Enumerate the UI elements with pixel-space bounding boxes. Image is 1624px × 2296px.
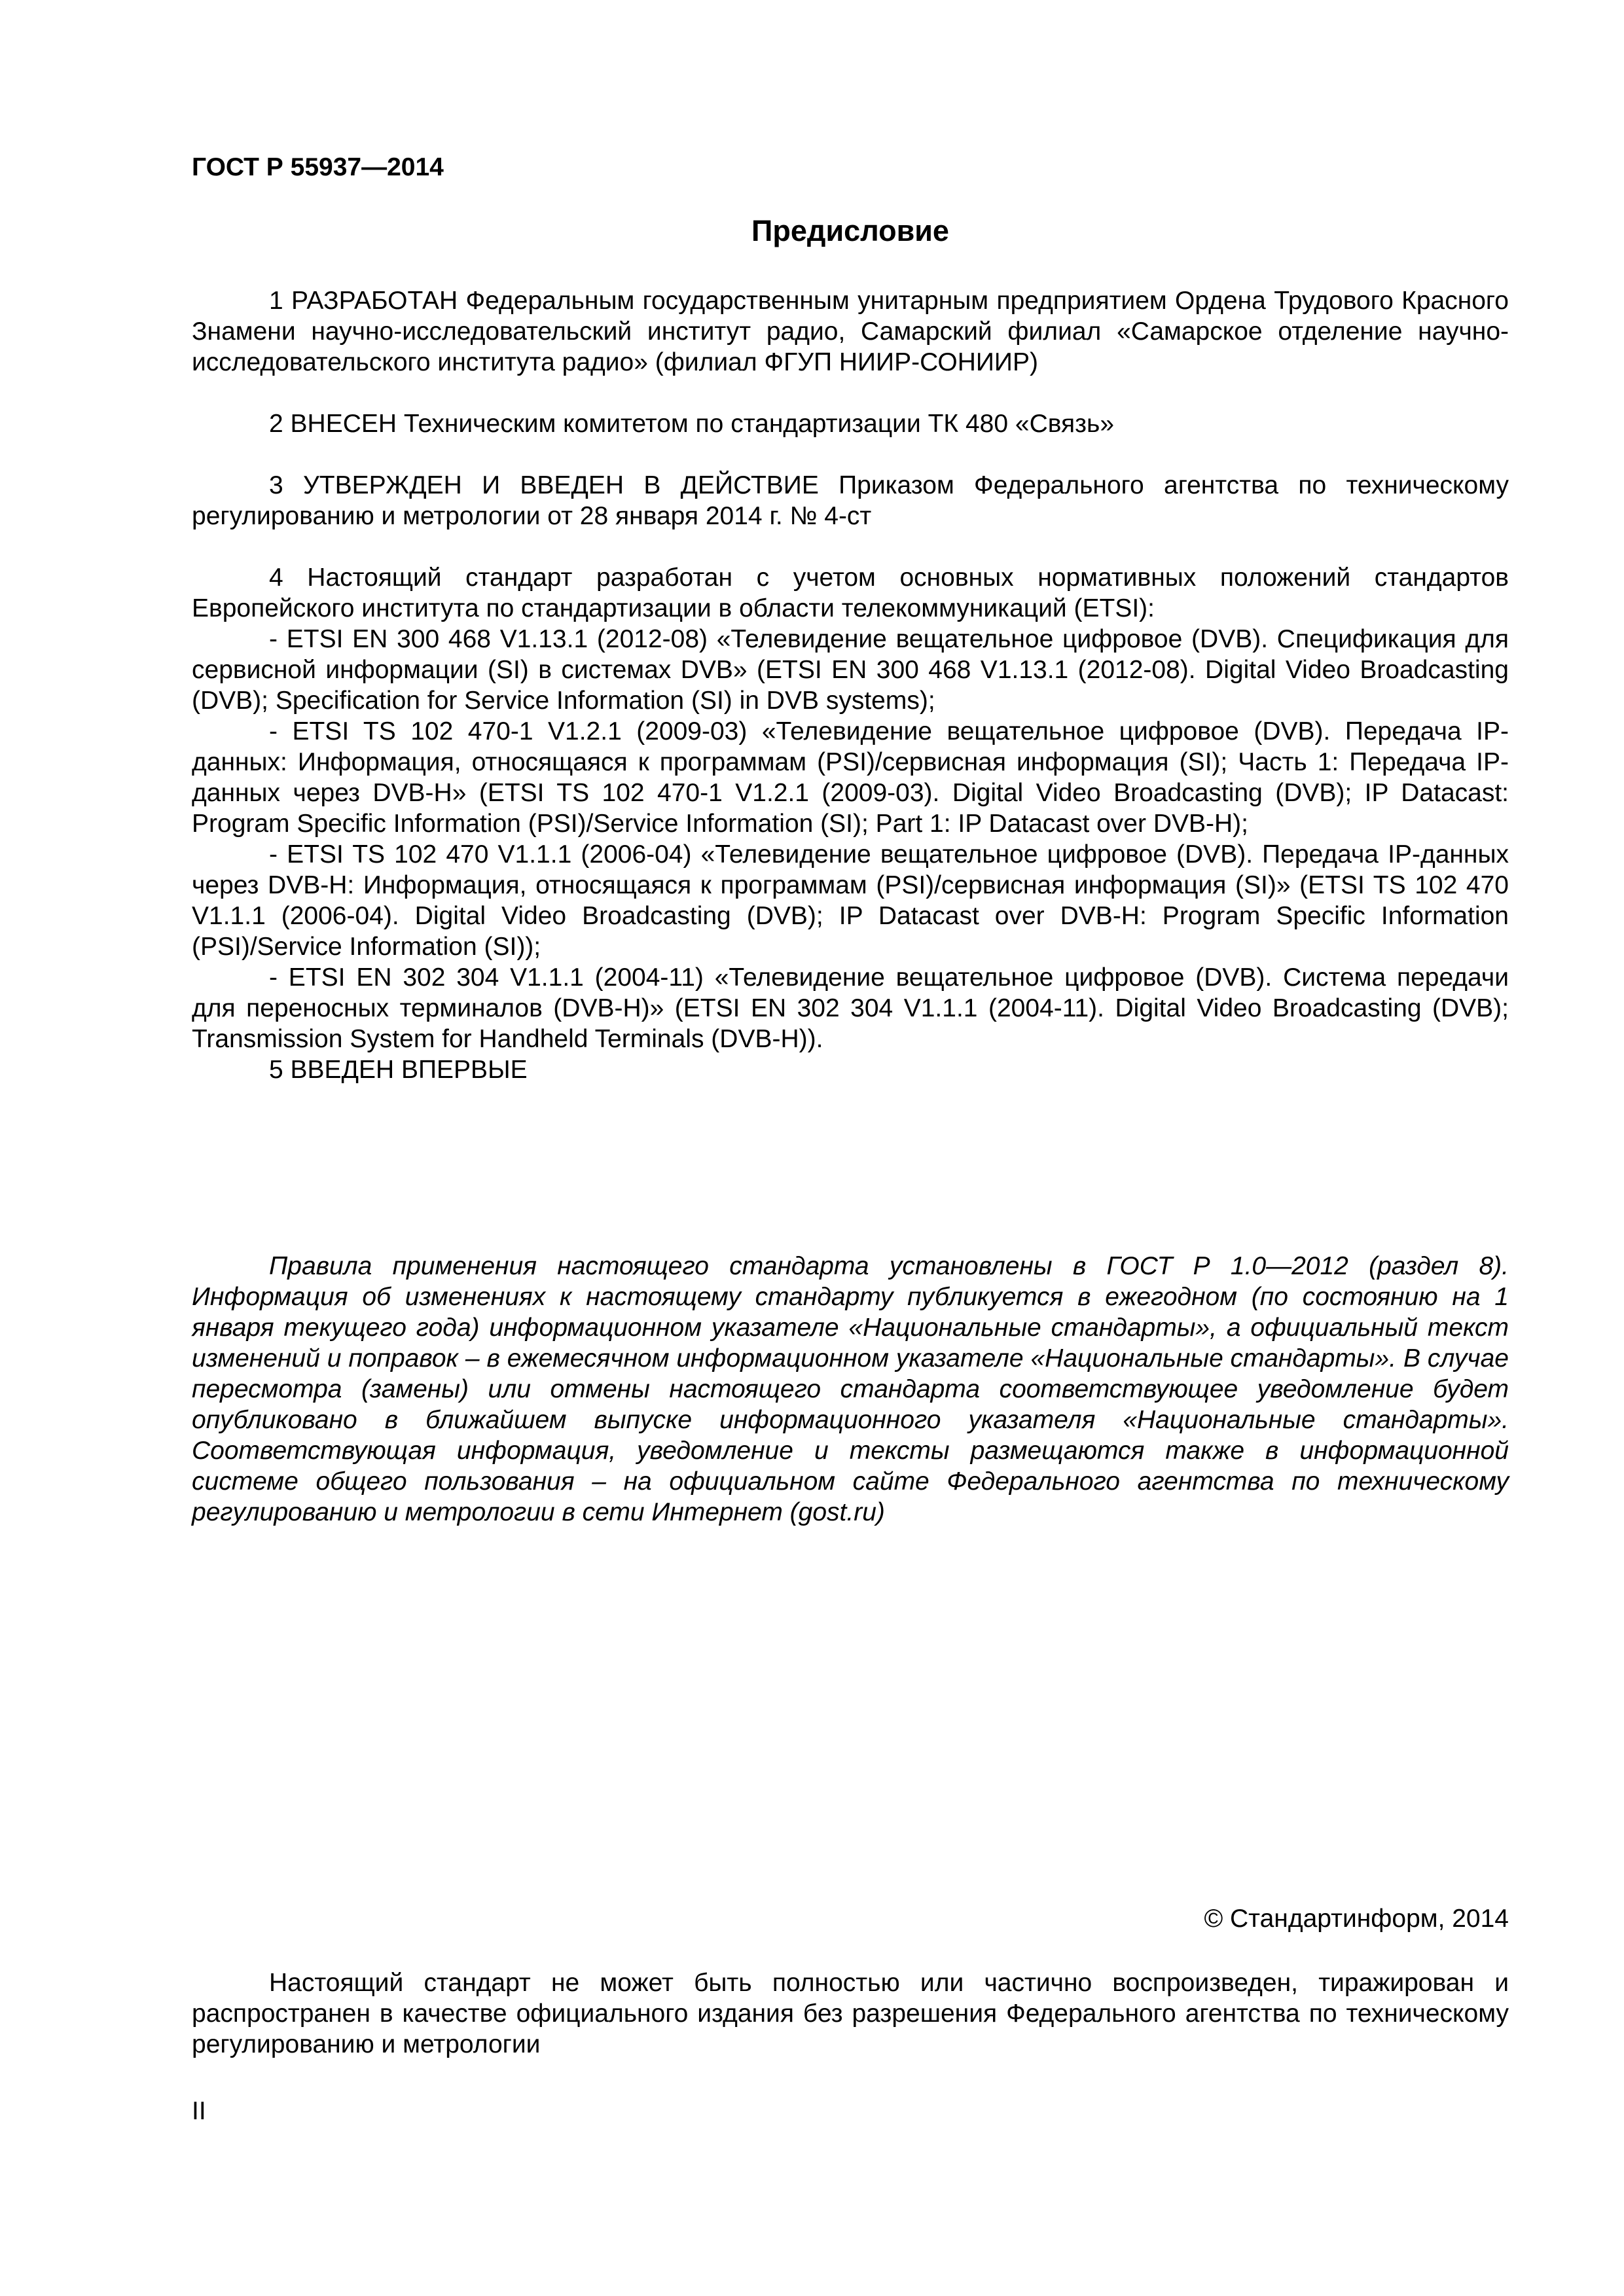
section-1-developed: 1 РАЗРАБОТАН Федеральным государственным унитарным предприятием Ордена Трудового Красного Знамени научно-исследовательский институт радио, Самарский филиал «Самарское отделение научно-исследовательского института радио» (филиал ФГУП НИИР-СОНИИР) [192, 287, 1509, 376]
section-4-item: - ETSI EN 300 468 V1.13.1 (2012-08) «Телевидение вещательное цифровое (DVB). Спецификация для сервисной информации (SI) в системах DVB» (ETSI EN 300 468 V1.13.1 (2012-08). Digital Video Broadcasting (DVB); Specification for Service Information (SI) in DVB systems); [192, 625, 1509, 715]
section-2-submitted: 2 ВНЕСЕН Техническим комитетом по стандартизации ТК 480 «Связь» [269, 410, 1115, 438]
section-4-item: - ETSI EN 302 304 V1.1.1 (2004-11) «Телевидение вещательное цифровое (DVB). Система передачи для переносных терминалов (DVB-H)» (ETSI EN 302 304 V1.1.1 (2004-11). Digital Video Broadcasting (DVB); Transmission System for Handheld Terminals (DVB-H)). [192, 963, 1509, 1053]
section-5-first-introduced: 5 ВВЕДЕН ВПЕРВЫЕ [269, 1056, 528, 1084]
copyright-line: © Стандартинформ, 2014 [1204, 1905, 1509, 1933]
page-number: II [192, 2097, 206, 2125]
section-4-item: - ETSI TS 102 470 V1.1.1 (2006-04) «Телевидение вещательное цифровое (DVB). Передача IP-данных через DVB-H: Информация, относящаяся к программам (PSI)/сервисная информация (SI)» (ETSI TS 102 470 V1.1.1 (2006-04). Digital Video Broadcasting (DVB); IP Datacast over DVB-H: Program Specific Information (PSI)/Service Information (SI)); [192, 840, 1509, 961]
section-4-item: - ETSI TS 102 470-1 V1.2.1 (2009-03) «Телевидение вещательное цифровое (DVB). Передача IP-данных: Информация, относящаяся к программам (PSI)/сервисная информация (SI); Часть 1: Передача IP-данных через DVB-H» (ETSI TS 102 470-1 V1.2.1 (2009-03). Digital Video Broadcasting (DVB); IP Datacast: Program Specific Information (PSI)/Service Information (SI); Part 1: IP Datacast over DVB-H); [192, 717, 1509, 838]
section-4-intro: 4 Настоящий стандарт разработан с учетом основных нормативных положений стандартов Европейского института по стандартизации в области телекоммуникаций (ETSI): [192, 564, 1509, 622]
document-code: ГОСТ Р 55937—2014 [192, 153, 444, 181]
foreword-body [192, 285, 1509, 1085]
reproduction-notice: Настоящий стандарт не может быть полностью или частично воспроизведен, тиражирован и распространен в качестве официального издания без разрешения Федерального агентства по техническому регулированию и метрологии [192, 1969, 1509, 2058]
section-3-approved: 3 УТВЕРЖДЕН И ВВЕДЕН В ДЕЙСТВИЕ Приказом Федерального агентства по техническому регулированию и метрологии от 28 января 2014 г. № 4-ст [192, 471, 1509, 530]
page-title: Предисловие [751, 214, 949, 247]
application-rules-note: Правила применения настоящего стандарта установлены в ГОСТ Р 1.0—2012 (раздел 8). Информация об изменениях к настоящему стандарту публикуется в ежегодном (по состоянию на 1 января текущего года) информационном указателе «Национальные стандарты», а официальный текст изменений и поправок – в ежемесячном информационном указателе «Национальные стандарты». В случае пересмотра (замены) или отмены настоящего стандарта соответствующее уведомление будет опубликовано в ближайшем выпуске информационного указателя «Национальные стандарты». Соответствующая информация, уведомление и тексты размещаются также в информационной системе общего пользования – на официальном сайте Федерального агентства по техническому регулированию и метрологии в сети Интернет (gost.ru) [192, 1252, 1509, 1526]
